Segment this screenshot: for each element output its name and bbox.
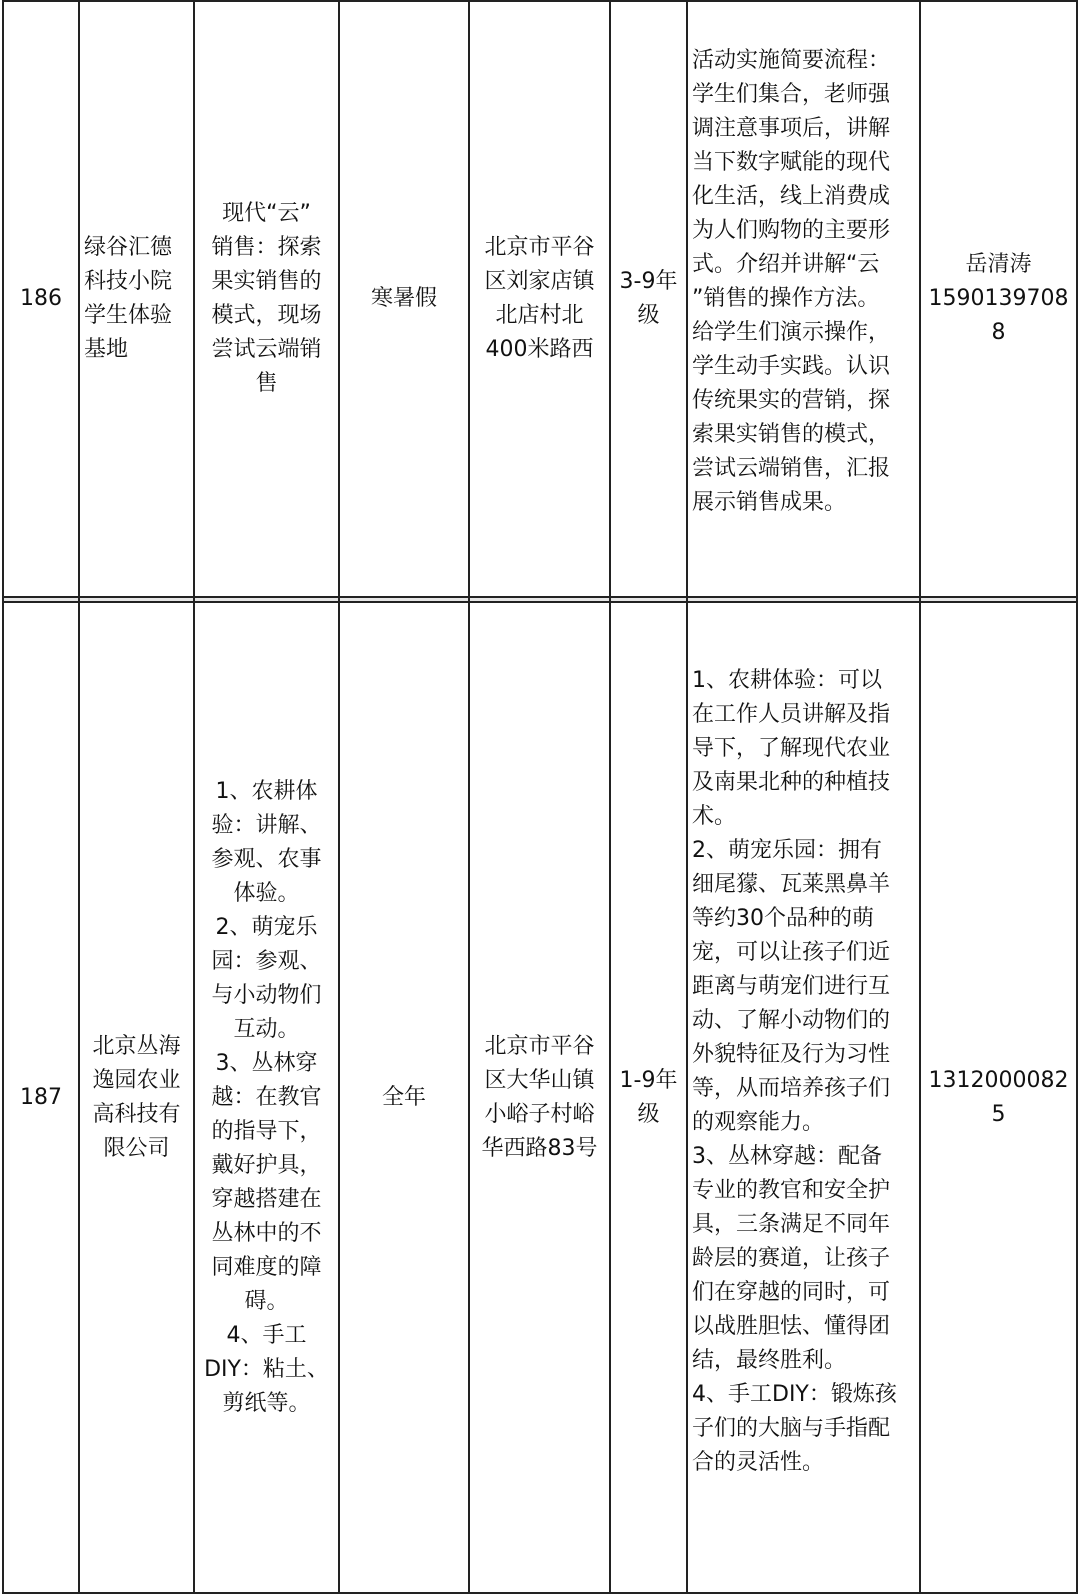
grade-range: 1-9年 级 bbox=[610, 602, 687, 1593]
table-row bbox=[3, 1, 1077, 597]
activity-description: 1、农耕体验：可以 在工作人员讲解及指 导下，了解现代农业 及南果北种的种植技 术。 2、萌宠乐园：拥有 细尾獴、瓦莱黑鼻羊 等约30个品种的萌 宠，可以让孩子们近 距离与萌宠们进行互 动、了解小动物们的 外貌特征及行为习性 等，从而培养孩子们 的观察能力。 3、丛林穿越：配备 专业的教官和安全护 具，三条满足不同年 龄层的赛道，让孩子 们在穿越的同时，可 以战胜胆怯、懂得团 结，最终胜利。 4、手工DIY：锻炼孩 子们的大脑与手指配 合的灵活性。 bbox=[687, 602, 920, 1593]
org-name: 绿谷汇德 科技小院 学生体验 基地 bbox=[79, 1, 194, 597]
open-time: 寒暑假 bbox=[339, 1, 469, 597]
address: 北京市平谷 区刘家店镇 北店村北 400米路西 bbox=[469, 1, 610, 597]
row-number: 186 bbox=[3, 1, 79, 597]
project-content: 现代“云” 销售：探索 果实销售的 模式，现场 尝试云端销 售 bbox=[194, 1, 339, 597]
table-row bbox=[3, 602, 1077, 1593]
contact-info: 岳清涛 1590139708 8 bbox=[920, 1, 1077, 597]
activity-table bbox=[2, 0, 1078, 1594]
project-content: 1、农耕体 验：讲解、 参观、农事 体验。 2、萌宠乐 园：参观、 与小动物们 互动。 3、丛林穿 越：在教官 的指导下， 戴好护具， 穿越搭建在 丛林中的不 同难度的障 碍。 4、手工 DIY：粘土、 剪纸等。 bbox=[194, 602, 339, 1593]
org-name: 北京丛海 逸园农业 高科技有 限公司 bbox=[79, 602, 194, 1593]
activity-description: 活动实施简要流程： 学生们集合，老师强 调注意事项后，讲解 当下数字赋能的现代 化生活，线上消费成 为人们购物的主要形 式。介绍并讲解“云 ”销售的操作方法。 给学生们演示操作， 学生动手实践。认识 传统果实的营销，探 索果实销售的模式， 尝试云端销售，汇报 展示销售成果。 bbox=[687, 1, 920, 597]
open-time: 全年 bbox=[339, 602, 469, 1593]
contact-info: 1312000082 5 bbox=[920, 602, 1077, 1593]
address: 北京市平谷 区大华山镇 小峪子村峪 华西路83号 bbox=[469, 602, 610, 1593]
row-number: 187 bbox=[3, 602, 79, 1593]
grade-range: 3-9年 级 bbox=[610, 1, 687, 597]
